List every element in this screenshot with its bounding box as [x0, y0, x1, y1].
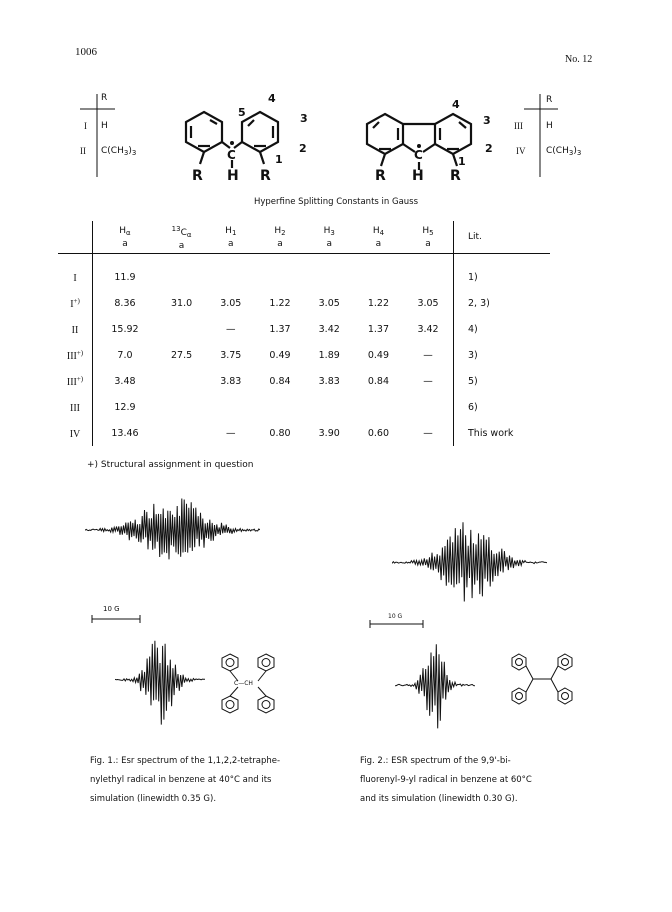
table-row: [58, 290, 550, 316]
position-1-label: 1: [275, 153, 283, 166]
table-cell: [403, 394, 453, 420]
table-cell: 1.37: [269, 323, 291, 335]
table-cell: [403, 264, 453, 290]
table-row: [58, 368, 550, 394]
literature-cell: 6): [454, 394, 551, 420]
table-cell: 3.42: [318, 323, 340, 335]
table-cell: 3.42: [417, 323, 439, 335]
column-header: $H_1$ a: [206, 221, 255, 254]
table-cell: [255, 264, 304, 290]
figure-2-spectrum: [392, 515, 547, 610]
table-corner: [58, 221, 93, 254]
table-cell: 15.92: [111, 323, 139, 335]
table-cell: 0.49: [367, 349, 390, 361]
table-cell: 7.0: [117, 349, 133, 361]
table-cell: 3.05: [318, 297, 340, 309]
table-cell: 1.22: [367, 297, 390, 309]
literature-cell: 1): [454, 264, 551, 290]
row-label: II: [58, 316, 93, 342]
table-subtitle: Hyperfine Splitting Constants in Gauss: [253, 197, 419, 207]
table-cell: 3.90: [318, 427, 340, 439]
legend-label-i: I: [84, 121, 87, 131]
literature-cell: 3): [454, 342, 551, 368]
table-cell: 0.60: [367, 427, 390, 439]
legend-label-ii: II: [80, 146, 86, 156]
figure-1-scale-label: 10 G: [103, 605, 120, 613]
figure-2-caption: Fig. 2.: ESR spectrum of the 9,9'-bi- fluorenyl-9-yl radical in benzene at 60°C and its simulation (linewidth 0.30 G).: [360, 756, 532, 804]
table-header-row: [58, 221, 550, 254]
issue-number: No. 12: [565, 54, 593, 65]
table-row: [58, 264, 550, 290]
position-4-label: 4: [268, 92, 276, 105]
table-cell: [157, 264, 206, 290]
legend-lines: [510, 92, 600, 182]
figure-1-caption: Fig. 1.: Esr spectrum of the 1,1,2,2-tetraphe- nylethyl radical in benzene at 40°C and its simulation (linewidth 0.35 G).: [90, 756, 281, 804]
fluorenyl-structure: [345, 94, 505, 192]
literature-header: Lit.: [454, 221, 551, 254]
table-cell: 3.75: [220, 349, 242, 361]
table-row: [58, 394, 550, 420]
table-cell: [305, 264, 354, 290]
position-2-label: 2: [299, 142, 307, 155]
table-cell: 1.89: [318, 349, 340, 361]
substituent-r-label: R: [375, 168, 386, 184]
table-cell: 27.5: [170, 349, 193, 361]
table-cell: 0.84: [367, 375, 390, 387]
table-row: [58, 316, 550, 342]
legend-label-iii: III: [514, 121, 523, 131]
legend-value-iv: $C(CH_3)_3$: [546, 146, 582, 157]
table-cell: 3.05: [220, 297, 242, 309]
structure-label: C—CH: [234, 680, 253, 687]
position-5-label: 5: [238, 106, 246, 119]
position-3-label: 3: [300, 112, 308, 125]
table-cell: [354, 394, 403, 420]
table-cell: 12.9: [114, 401, 136, 413]
table-cell: 8.36: [114, 297, 136, 309]
row-label: IV: [58, 420, 93, 446]
legend-r: R: [101, 93, 108, 103]
row-label: I: [58, 264, 93, 290]
table-cell: [157, 394, 206, 420]
table-footnote: +) Structural assignment in question: [87, 460, 254, 470]
figure-1-simulation: [115, 630, 205, 730]
table-cell: [305, 394, 354, 420]
legend-label-iv: IV: [516, 146, 526, 156]
alpha-hydrogen-label: H: [227, 168, 239, 184]
table-row: [58, 342, 550, 368]
legend-value-ii: $C(CH_3)_3$: [101, 146, 137, 157]
table-cell: [157, 316, 206, 342]
figure-2-scale-label: 10 G: [388, 613, 403, 620]
table-cell: —: [423, 349, 433, 361]
alpha-hydrogen-label: H: [412, 168, 424, 184]
column-header: $H_2$ a: [255, 221, 304, 254]
hyperfine-table: [58, 221, 550, 446]
table-cell: 1.37: [367, 323, 390, 335]
position-3-label: 3: [483, 114, 491, 127]
page-number: 1006: [75, 46, 97, 58]
figure-1-scale-bar: [90, 604, 150, 624]
legend-value-iii: H: [546, 121, 553, 131]
row-label: I+): [58, 290, 93, 316]
row-label: III: [58, 394, 93, 420]
substituent-r-label: R: [450, 168, 461, 184]
diphenylmethyl-structure: [160, 88, 330, 192]
table-cell: 11.9: [114, 271, 136, 283]
table-cell: 1.22: [269, 297, 291, 309]
substituent-r-label: R: [260, 168, 271, 184]
position-1-label: 1: [458, 155, 466, 168]
figure-2-simulation: [395, 630, 475, 740]
legend-lines: [80, 92, 160, 182]
table-cell: [206, 264, 255, 290]
right-substituent-legend: [510, 92, 600, 182]
table-body: [58, 254, 550, 447]
table-row: [58, 420, 550, 446]
bifluorenyl-structure: [505, 648, 585, 720]
central-carbon-label: C: [414, 148, 423, 162]
table-cell: —: [423, 375, 433, 387]
table-cell: 3.83: [220, 375, 242, 387]
table-cell: [255, 394, 304, 420]
table-cell: 0.84: [269, 375, 291, 387]
literature-cell: 4): [454, 316, 551, 342]
table-cell: —: [226, 427, 236, 439]
legend-r: R: [546, 95, 553, 105]
literature-cell: This work: [454, 420, 551, 446]
table-cell: 0.80: [269, 427, 291, 439]
figure-1-spectrum: [85, 490, 260, 570]
legend-value-i: H: [101, 121, 108, 131]
table-cell: —: [226, 323, 236, 335]
table-cell: 3.48: [114, 375, 136, 387]
literature-cell: 2, 3): [454, 290, 551, 316]
table-cell: 31.0: [170, 297, 193, 309]
row-label: III+): [58, 368, 93, 394]
table-cell: [157, 420, 206, 446]
table-cell: [354, 264, 403, 290]
substituent-r-label: R: [192, 168, 203, 184]
table-cell: —: [423, 427, 433, 439]
table-cell: 3.05: [417, 297, 439, 309]
literature-cell: 5): [454, 368, 551, 394]
table-cell: 0.49: [269, 349, 291, 361]
column-header: $^{13}C_\alpha$ a: [157, 221, 206, 254]
column-header: $H_\alpha$ a: [93, 221, 157, 254]
position-4-label: 4: [452, 98, 460, 111]
table-cell: [206, 394, 255, 420]
table-cell: 3.83: [318, 375, 340, 387]
column-header: $H_4$ a: [354, 221, 403, 254]
position-2-label: 2: [485, 142, 493, 155]
column-header: $H_3$ a: [305, 221, 354, 254]
table-cell: 13.46: [111, 427, 139, 439]
left-substituent-legend: [80, 92, 160, 182]
column-header: $H_5$ a: [403, 221, 453, 254]
central-carbon-label: C: [227, 148, 236, 162]
table-cell: [157, 368, 206, 394]
row-label: III+): [58, 342, 93, 368]
